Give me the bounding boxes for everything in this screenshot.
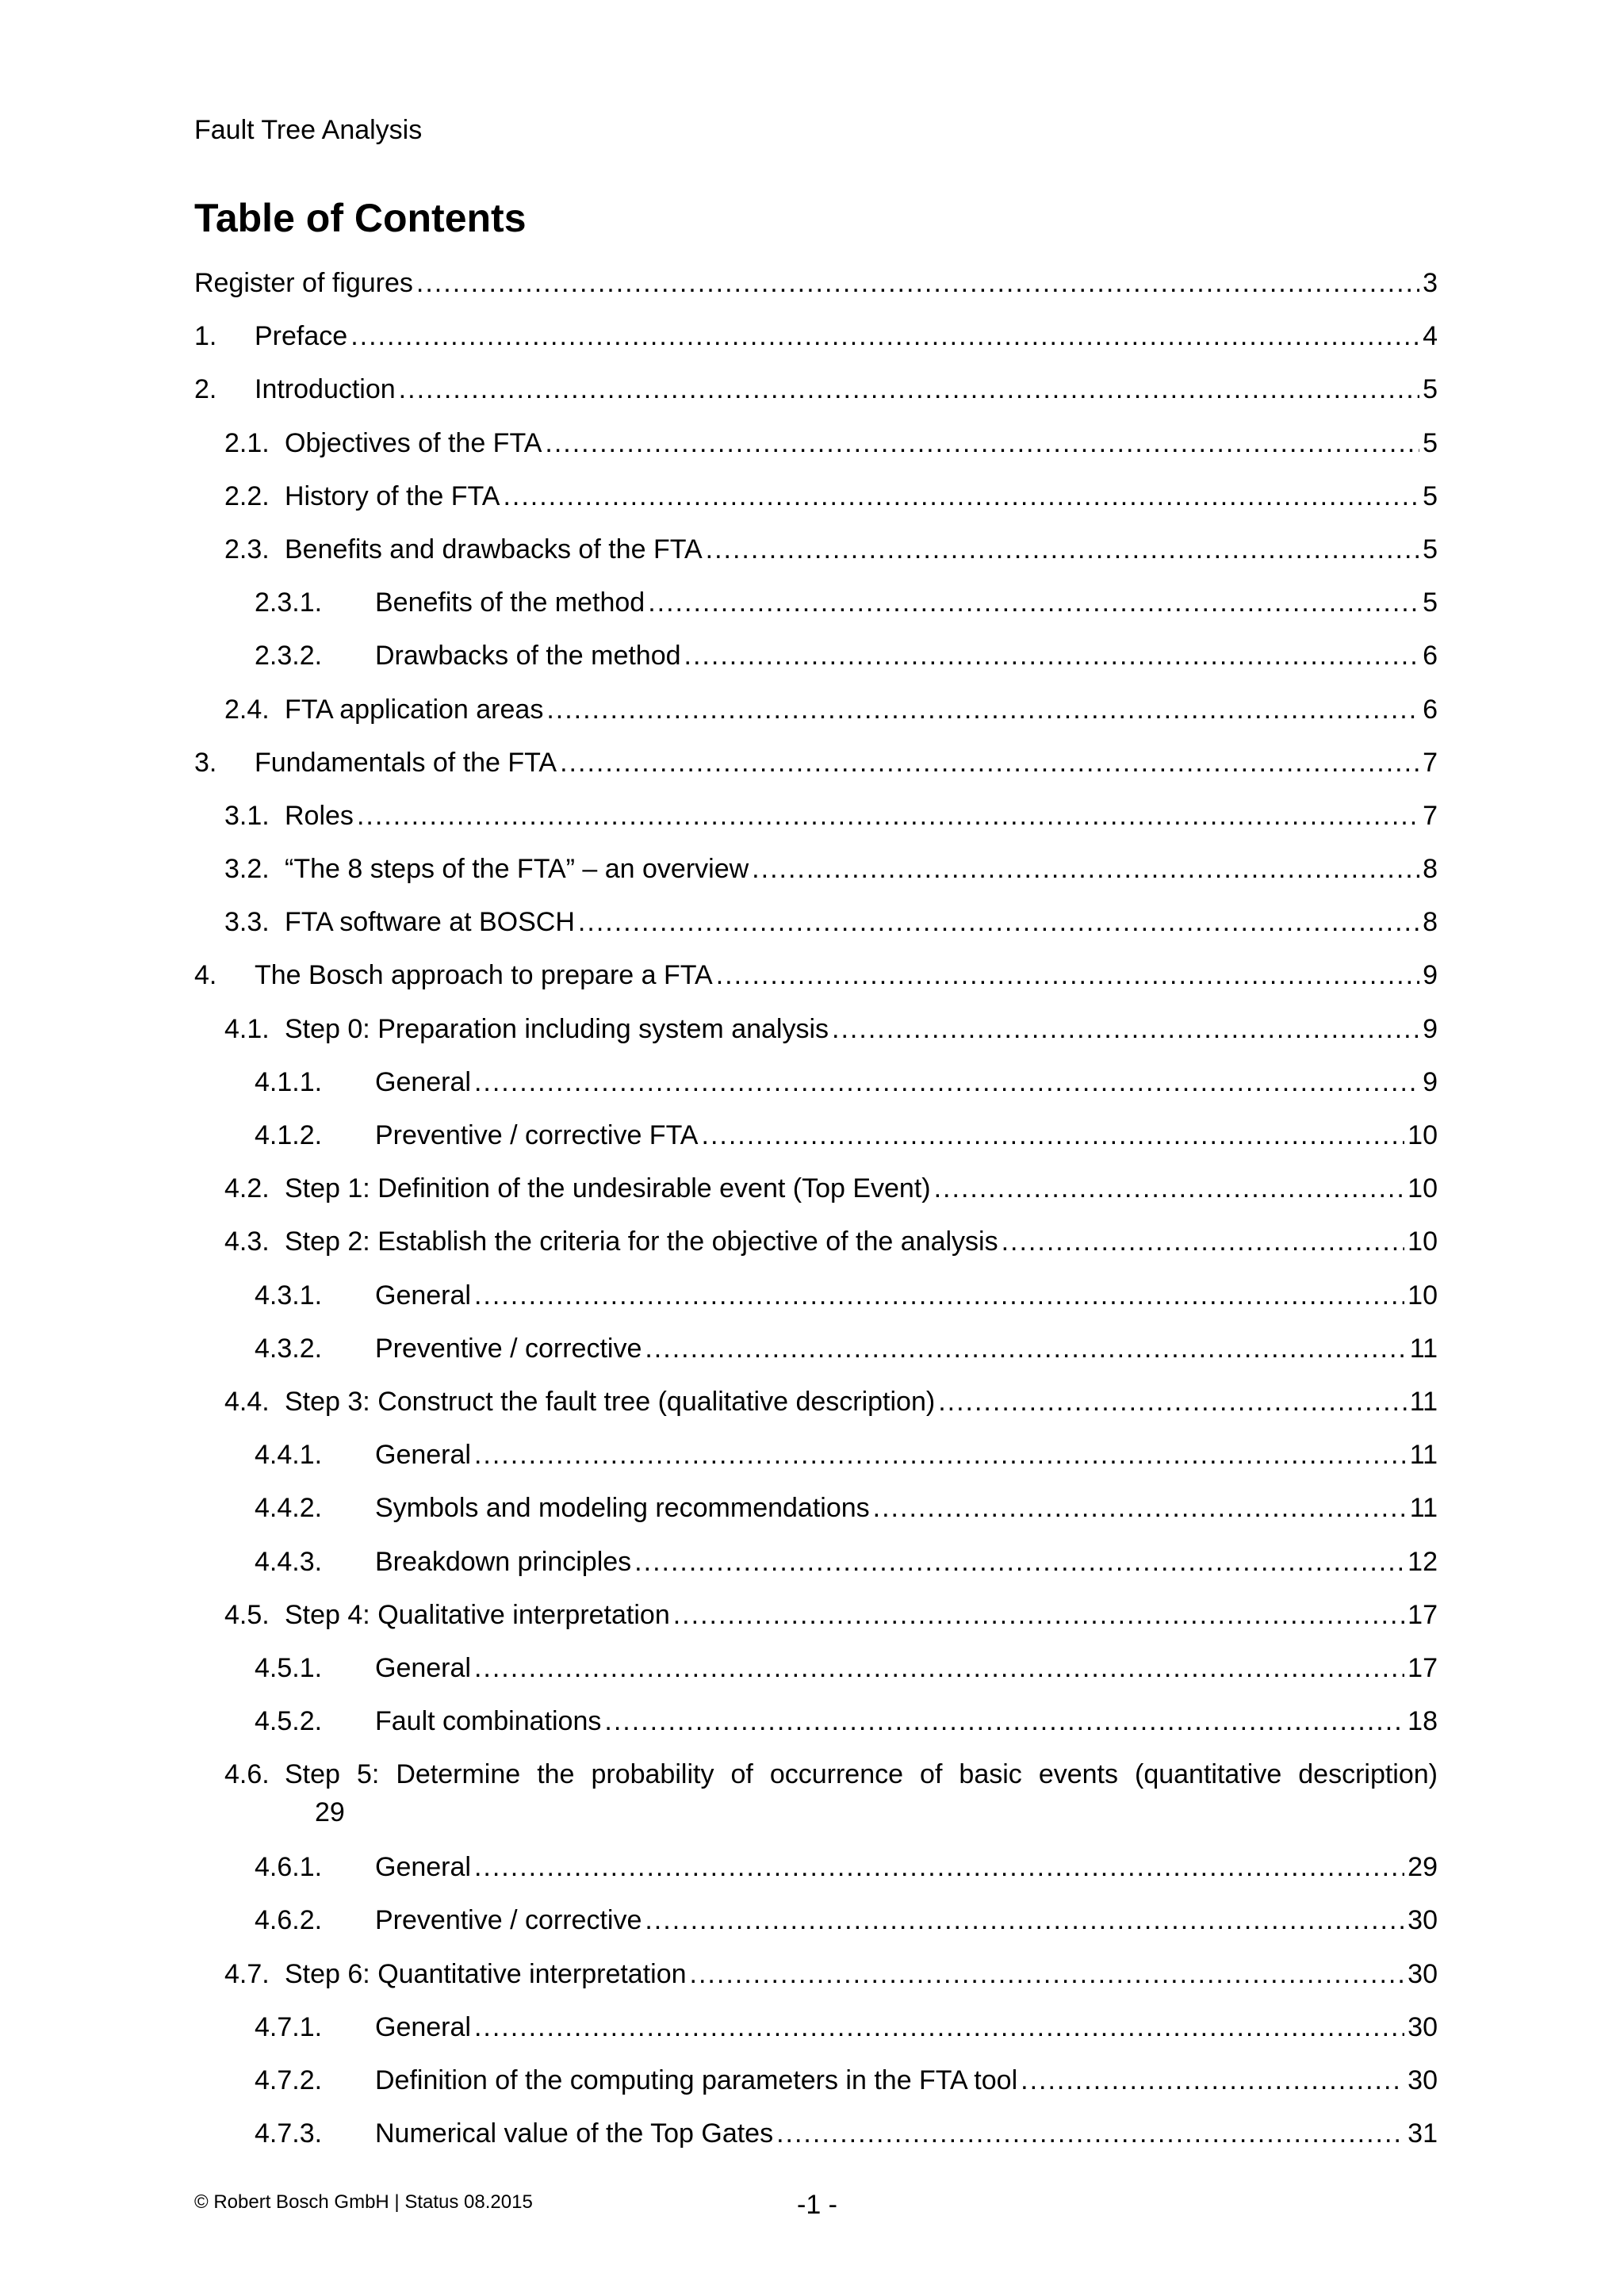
- toc-entry-title: History of the FTA: [285, 480, 500, 511]
- toc-entry-number: 2.2.: [224, 480, 270, 511]
- toc-entry-number: 3.: [194, 747, 217, 778]
- dot-leader: [604, 1700, 1404, 1743]
- toc-entry-page: 30: [1408, 2011, 1438, 2042]
- toc-entry-number: 4.5.1.: [255, 1652, 323, 1683]
- toc-entry-number: 2.1.: [224, 427, 270, 458]
- dot-leader: [634, 1540, 1404, 1583]
- toc-entry-title: Roles: [285, 800, 354, 831]
- dot-leader: [934, 1167, 1405, 1210]
- toc-entry-title: Introduction: [255, 374, 396, 405]
- toc-entry-page: 10: [1408, 1226, 1438, 1257]
- dot-leader: [752, 848, 1419, 890]
- toc-entry-number: 2.4.: [224, 694, 270, 725]
- toc-entry-title: The Bosch approach to prepare a FTA: [255, 960, 713, 991]
- toc-entry-page: 8: [1423, 854, 1438, 885]
- dot-leader: [560, 741, 1419, 784]
- toc-entry[interactable]: [194, 1380, 1438, 1433]
- dot-leader: [474, 1647, 1404, 1689]
- dot-leader: [1002, 1220, 1405, 1263]
- toc-entry[interactable]: [194, 1487, 1438, 1540]
- toc-entry-number: 4.4.3.: [255, 1546, 323, 1577]
- toc-entry-title: Benefits and drawbacks of the FTA: [285, 534, 703, 564]
- toc-entry-title: General: [375, 1066, 471, 1097]
- toc-entry-number: 2.: [194, 374, 217, 405]
- toc-entry[interactable]: [194, 581, 1438, 634]
- toc-entry-title: Fault combinations: [375, 1706, 602, 1737]
- toc-entry[interactable]: [194, 2112, 1438, 2165]
- footer-page-number: -1 -: [797, 2190, 837, 2220]
- toc-entry-page: 9: [1423, 960, 1438, 991]
- toc-entry[interactable]: [194, 1061, 1438, 1114]
- toc-entry-title: FTA software at BOSCH: [285, 907, 575, 938]
- dot-leader: [684, 634, 1420, 677]
- toc-entry-title: General: [375, 2011, 471, 2042]
- toc-entry-page: 10: [1408, 1280, 1438, 1311]
- toc-entry-title: General: [375, 1280, 471, 1311]
- dot-leader: [938, 1380, 1407, 1423]
- toc-entry-page: 7: [1423, 800, 1438, 831]
- toc-entry-title: Drawbacks of the method: [375, 641, 681, 672]
- dot-leader: [474, 1846, 1404, 1888]
- toc-entry-page: 11: [1409, 1386, 1438, 1417]
- toc-entry-number: 4.6.1.: [255, 1852, 323, 1883]
- toc-entry-title: Symbols and modeling recommendations: [375, 1493, 870, 1524]
- toc-entry-title: “The 8 steps of the FTA” – an overview: [285, 854, 749, 885]
- toc-entry[interactable]: [194, 528, 1438, 581]
- toc-entry-title: Objectives of the FTA: [285, 427, 542, 458]
- toc-entry-number: 4.3.: [224, 1226, 270, 1257]
- toc-entry-title: General: [375, 1852, 471, 1883]
- toc-entry-title: Step 1: Definition of the undesirable event (Top Event): [285, 1173, 931, 1204]
- toc-entry-page: 11: [1409, 1333, 1438, 1364]
- toc-entry[interactable]: [194, 848, 1438, 901]
- dot-leader: [474, 1274, 1404, 1317]
- dot-leader: [716, 954, 1419, 997]
- toc-entry[interactable]: [194, 1953, 1438, 2006]
- toc-entry-page: 11: [1409, 1440, 1438, 1471]
- toc-entry-number: 4.6.2.: [255, 1905, 323, 1936]
- toc-entry[interactable]: [194, 1753, 1438, 1846]
- dot-leader: [645, 1327, 1406, 1370]
- dot-leader: [416, 262, 1419, 304]
- toc-entry-page: 9: [1423, 1066, 1438, 1097]
- toc-entry-title: Step 2: Establish the criteria for the objective of the analysis: [285, 1226, 998, 1257]
- toc-entry-number: 4.5.2.: [255, 1706, 323, 1737]
- toc-entry-page: 30: [1408, 1958, 1438, 1989]
- toc-entry-number: 4.: [194, 960, 217, 991]
- dot-leader: [503, 475, 1419, 518]
- dot-leader: [832, 1008, 1419, 1050]
- toc-entry-page: 6: [1423, 641, 1438, 672]
- toc-entry-number: 1.: [194, 321, 217, 352]
- toc-entry-page: 10: [1408, 1120, 1438, 1150]
- toc-entry-title: Step 3: Construct the fault tree (qualitative description): [285, 1386, 936, 1417]
- toc-entry-title: Step 4: Qualitative interpretation: [285, 1599, 670, 1630]
- toc-entry-title: Step 5: Determine the probability of occurrence of basic events (quantitative description): [285, 1759, 1438, 1790]
- toc-entry-title: Register of figures: [194, 268, 413, 298]
- toc-entry[interactable]: [194, 954, 1438, 1007]
- dot-leader: [690, 1953, 1405, 1996]
- toc-entry-page: 5: [1423, 534, 1438, 564]
- toc-entry-page: 7: [1423, 747, 1438, 778]
- toc-entry-page: 29: [1408, 1852, 1438, 1883]
- dot-leader: [1021, 2059, 1404, 2102]
- toc-entry[interactable]: [194, 1540, 1438, 1594]
- toc-entry-page: 29: [315, 1797, 345, 1828]
- toc-entry-page: 8: [1423, 907, 1438, 938]
- toc-entry-title: Definition of the computing parameters in the FTA tool: [375, 2065, 1018, 2095]
- toc-entry-number: 2.3.2.: [255, 641, 323, 672]
- toc-entry[interactable]: [194, 794, 1438, 848]
- dot-leader: [578, 901, 1419, 943]
- toc-entry[interactable]: [194, 2006, 1438, 2059]
- toc-entry-title: Numerical value of the Top Gates: [375, 2118, 774, 2149]
- toc-entry-title: Preventive / corrective: [375, 1333, 642, 1364]
- toc-entry-number: 3.2.: [224, 854, 270, 885]
- toc-entry-page: 17: [1408, 1599, 1438, 1630]
- toc-entry-number: 4.4.: [224, 1386, 270, 1417]
- toc-entry-number: 4.1.1.: [255, 1066, 323, 1097]
- dot-leader: [645, 1899, 1404, 1942]
- toc-entry[interactable]: [194, 368, 1438, 421]
- dot-leader: [706, 528, 1419, 571]
- dot-leader: [776, 2112, 1404, 2155]
- toc-entry-number: 3.1.: [224, 800, 270, 831]
- toc-entry-number: 4.1.2.: [255, 1120, 323, 1150]
- toc-entry[interactable]: [194, 1220, 1438, 1273]
- toc-entry[interactable]: [194, 1327, 1438, 1380]
- toc-entry-page: 10: [1408, 1173, 1438, 1204]
- toc-entry-number: 4.1.: [224, 1013, 270, 1044]
- toc-entry[interactable]: [194, 1899, 1438, 1952]
- toc-entry-title: General: [375, 1652, 471, 1683]
- toc-entry[interactable]: [194, 901, 1438, 954]
- toc-entry-page: 5: [1423, 587, 1438, 618]
- toc-entry[interactable]: [194, 1594, 1438, 1647]
- dot-leader: [873, 1487, 1407, 1529]
- toc-entry[interactable]: [194, 422, 1438, 475]
- toc-entry-number: 3.3.: [224, 907, 270, 938]
- dot-leader: [545, 422, 1419, 465]
- toc-entry-number: 4.3.1.: [255, 1280, 323, 1311]
- dot-leader: [350, 315, 1419, 358]
- footer-copyright: © Robert Bosch GmbH | Status 08.2015: [194, 2191, 533, 2213]
- toc-entry-title: Fundamentals of the FTA: [255, 747, 557, 778]
- toc-entry[interactable]: [194, 688, 1438, 741]
- toc-entry-page: 6: [1423, 694, 1438, 725]
- toc-entry-number: 4.2.: [224, 1173, 270, 1204]
- toc-entry-title: FTA application areas: [285, 694, 544, 725]
- toc-entry-number: 4.7.2.: [255, 2065, 323, 2095]
- toc-entry-number: 4.4.2.: [255, 1493, 323, 1524]
- toc-entry-title: Preventive / corrective FTA: [375, 1120, 699, 1150]
- toc-entry-title: Step 0: Preparation including system analysis: [285, 1013, 829, 1044]
- dot-leader: [702, 1114, 1405, 1157]
- toc-entry-number: 4.3.2.: [255, 1333, 323, 1364]
- toc-entry-page: 3: [1423, 268, 1438, 298]
- toc-entry[interactable]: [194, 315, 1438, 368]
- toc-entry-number: 4.6.: [224, 1759, 270, 1790]
- toc-entry[interactable]: [194, 1647, 1438, 1700]
- toc-entry-page: 9: [1423, 1013, 1438, 1044]
- dot-leader: [357, 794, 1419, 837]
- toc-entry-number: 4.7.1.: [255, 2011, 323, 2042]
- toc-entry-number: 2.3.1.: [255, 587, 323, 618]
- toc-entry-page: 18: [1408, 1706, 1438, 1737]
- dot-leader: [474, 1061, 1419, 1104]
- toc-entry-title: General: [375, 1440, 471, 1471]
- toc-entry-number: 4.7.: [224, 1958, 270, 1989]
- toc-entry[interactable]: [194, 1008, 1438, 1061]
- toc-entry[interactable]: [194, 2059, 1438, 2112]
- toc-entry-title: Breakdown principles: [375, 1546, 632, 1577]
- toc-entry[interactable]: [194, 1433, 1438, 1487]
- table-of-contents: [194, 262, 1438, 2165]
- toc-entry-page: 30: [1408, 2065, 1438, 2095]
- toc-entry-page: 4: [1423, 321, 1438, 352]
- toc-entry-page: 5: [1423, 480, 1438, 511]
- toc-entry[interactable]: [194, 1274, 1438, 1327]
- toc-entry-page: 30: [1408, 1905, 1438, 1936]
- toc-entry-page: 12: [1408, 1546, 1438, 1577]
- dot-leader: [648, 581, 1419, 624]
- toc-entry[interactable]: [194, 1114, 1438, 1167]
- toc-entry[interactable]: [194, 1846, 1438, 1899]
- toc-entry-title: Step 6: Quantitative interpretation: [285, 1958, 687, 1989]
- toc-entry-title: Preface: [255, 321, 348, 352]
- toc-entry[interactable]: [194, 475, 1438, 528]
- dot-leader: [474, 1433, 1407, 1476]
- toc-entry-number: 4.5.: [224, 1599, 270, 1630]
- toc-entry-number: 4.7.3.: [255, 2118, 323, 2149]
- toc-entry[interactable]: [194, 1167, 1438, 1220]
- toc-entry-page: 5: [1423, 374, 1438, 405]
- dot-leader: [673, 1594, 1404, 1636]
- toc-entry-page: 31: [1408, 2118, 1438, 2149]
- toc-entry-page: 11: [1409, 1493, 1438, 1524]
- toc-title: Table of Contents: [194, 196, 527, 240]
- dot-leader: [474, 2006, 1404, 2049]
- toc-entry-number: 4.4.1.: [255, 1440, 323, 1471]
- toc-entry-number: 2.3.: [224, 534, 270, 564]
- toc-entry-page: 17: [1408, 1652, 1438, 1683]
- toc-entry[interactable]: [194, 262, 1438, 315]
- toc-entry[interactable]: [194, 1700, 1438, 1753]
- toc-entry[interactable]: [194, 634, 1438, 687]
- toc-entry-page: 5: [1423, 427, 1438, 458]
- toc-entry-title: Benefits of the method: [375, 587, 645, 618]
- toc-entry-title: Preventive / corrective: [375, 1905, 642, 1936]
- toc-entry[interactable]: [194, 741, 1438, 794]
- page-header: Fault Tree Analysis: [194, 115, 423, 145]
- dot-leader: [399, 368, 1419, 411]
- dot-leader: [546, 688, 1419, 731]
